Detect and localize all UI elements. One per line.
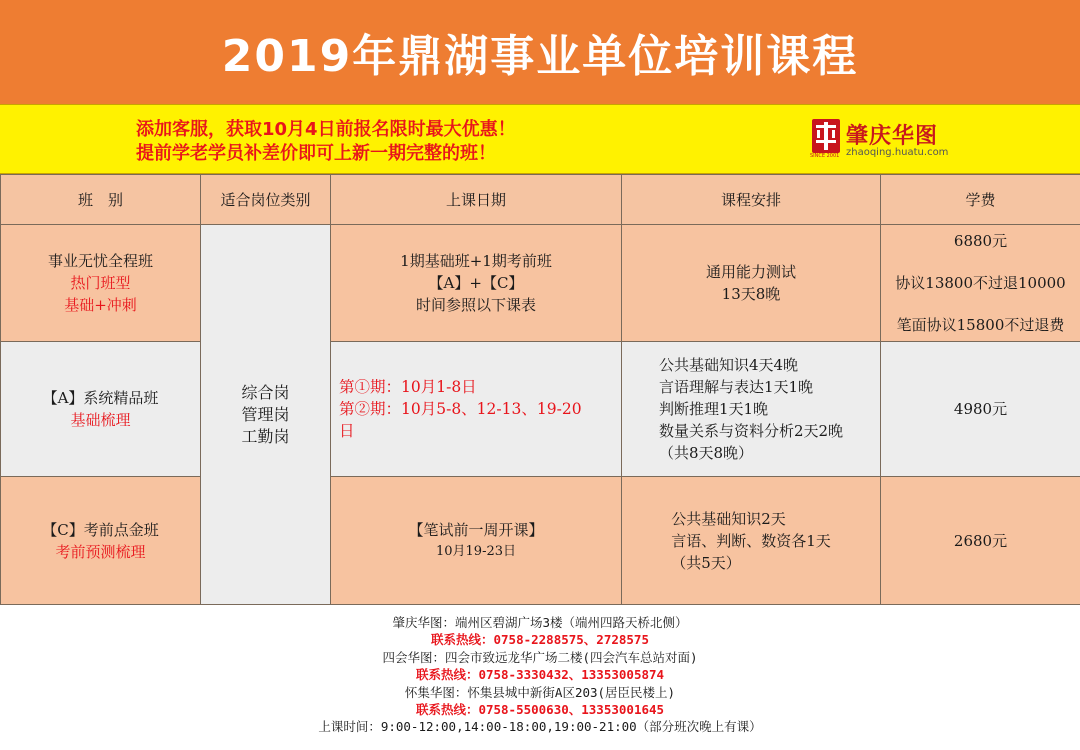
class-name: 事业无忧全程班 [47,252,153,270]
class-name: 【A】系统精品班 [42,389,159,407]
class-tag: 考前预测梳理 [55,542,146,561]
class-cell [1,225,201,342]
date-line: 【A】+【C】 [428,274,524,292]
post-type-cell [201,225,331,605]
schedule-line: 公共基础知识4天4晚 [658,356,799,374]
fee-cell [881,342,1080,477]
schedule-line: 判断推理1天1晚 [658,400,769,418]
title-banner [0,0,1080,104]
class-tag: 热门班型 [70,274,131,292]
class-tag: 基础梳理 [70,411,131,429]
class-cell [1,342,201,477]
table-row [1,477,1080,605]
fee-cell [881,225,1080,342]
fee-line: 协议13800不过退10000 [895,274,1066,292]
schedule-cell [622,342,881,477]
logo-since: SINCE 2001 [810,153,840,159]
logo-url: zhaoqing.huatu.com [846,147,949,158]
table-row [1,225,1080,342]
fee-cell [881,477,1080,605]
date-line: 第①期：10月1-8日 [339,378,477,396]
header-post-type: 适合岗位类别 [201,175,331,225]
schedule-line: （共5天） [671,553,741,572]
promo-banner [0,104,1080,174]
header-date: 上课日期 [331,175,622,225]
fee-line: 6880元 [953,232,1008,250]
schedule-line: 言语、判断、数资各1天 [671,531,831,550]
date-cell [331,342,622,477]
class-name: 【C】考前点金班 [42,520,159,539]
date-line: 时间参照以下课表 [415,296,536,314]
header-fee: 学费 [881,175,1080,225]
zhaoqing-hotline: 联系热线：0758-2288575、2728575 [431,632,649,648]
schedule-cell [622,225,881,342]
schedule-line: 言语理解与表达1天1晚 [658,378,814,396]
logo-name: 肇庆华图 [846,124,939,149]
post-type: 管理岗 [241,404,290,424]
table-row [1,342,1080,477]
sihui-address: 四会华图：四会市致远龙华广场二楼(四会汽车总站对面) [382,649,698,665]
header-class: 班 别 [1,175,201,225]
promo-line-1: 添加客服，获取10月4日前报名限时最大优惠！ [136,119,516,140]
schedule-line: （共8天8晚） [658,444,754,462]
schedule-line: 13天8晚 [721,285,781,303]
date-line: 日 [339,422,355,440]
promo-text [136,118,516,166]
promo-line-2: 提前学老学员补差价即可上新一期完整的班！ [136,143,496,164]
schedule-line: 通用能力测试 [705,263,796,281]
table-header-row [1,175,1080,225]
course-table [0,174,1080,605]
date-cell [331,225,622,342]
huatu-logo-icon [812,119,840,153]
post-type: 工勤岗 [241,426,290,446]
fee-line: 2680元 [953,531,1008,550]
class-tag: 基础+冲刺 [64,296,137,314]
schedule-cell [622,477,881,605]
huaiji-address: 怀集华图：怀集县城中新街A区203(居臣民楼上) [404,684,676,700]
schedule-line: 数量关系与资料分析2天2晚 [658,422,844,440]
class-cell [1,477,201,605]
class-hours: 上课时间：9:00-12:00,14:00-18:00,19:00-21:00（部分班次晚上有课） [318,719,762,735]
page-title: 2019年鼎湖事业单位培训课程 [221,31,859,82]
fee-line: 笔面协议15800不过退费 [896,316,1065,334]
date-cell [331,477,622,605]
contact-footer [0,608,1080,750]
brand-logo [812,119,952,163]
date-line: 1期基础班+1期考前班 [400,252,552,270]
schedule-line: 公共基础知识2天 [671,509,786,528]
date-line: 10月19-23日 [435,543,517,559]
post-type: 综合岗 [241,382,290,402]
huaiji-hotline: 联系热线：0758-5500630、13353001645 [415,702,665,718]
fee-line: 4980元 [953,400,1008,418]
date-line: 第②期：10月5-8、12-13、19-20 [339,400,582,418]
zhaoqing-address: 肇庆华图：端州区碧湖广场3楼（端州四路天桥北侧） [392,615,688,630]
sihui-hotline: 联系热线：0758-3330432、13353005874 [415,667,665,683]
date-line: 【笔试前一周开课】 [408,520,544,539]
header-schedule: 课程安排 [622,175,881,225]
